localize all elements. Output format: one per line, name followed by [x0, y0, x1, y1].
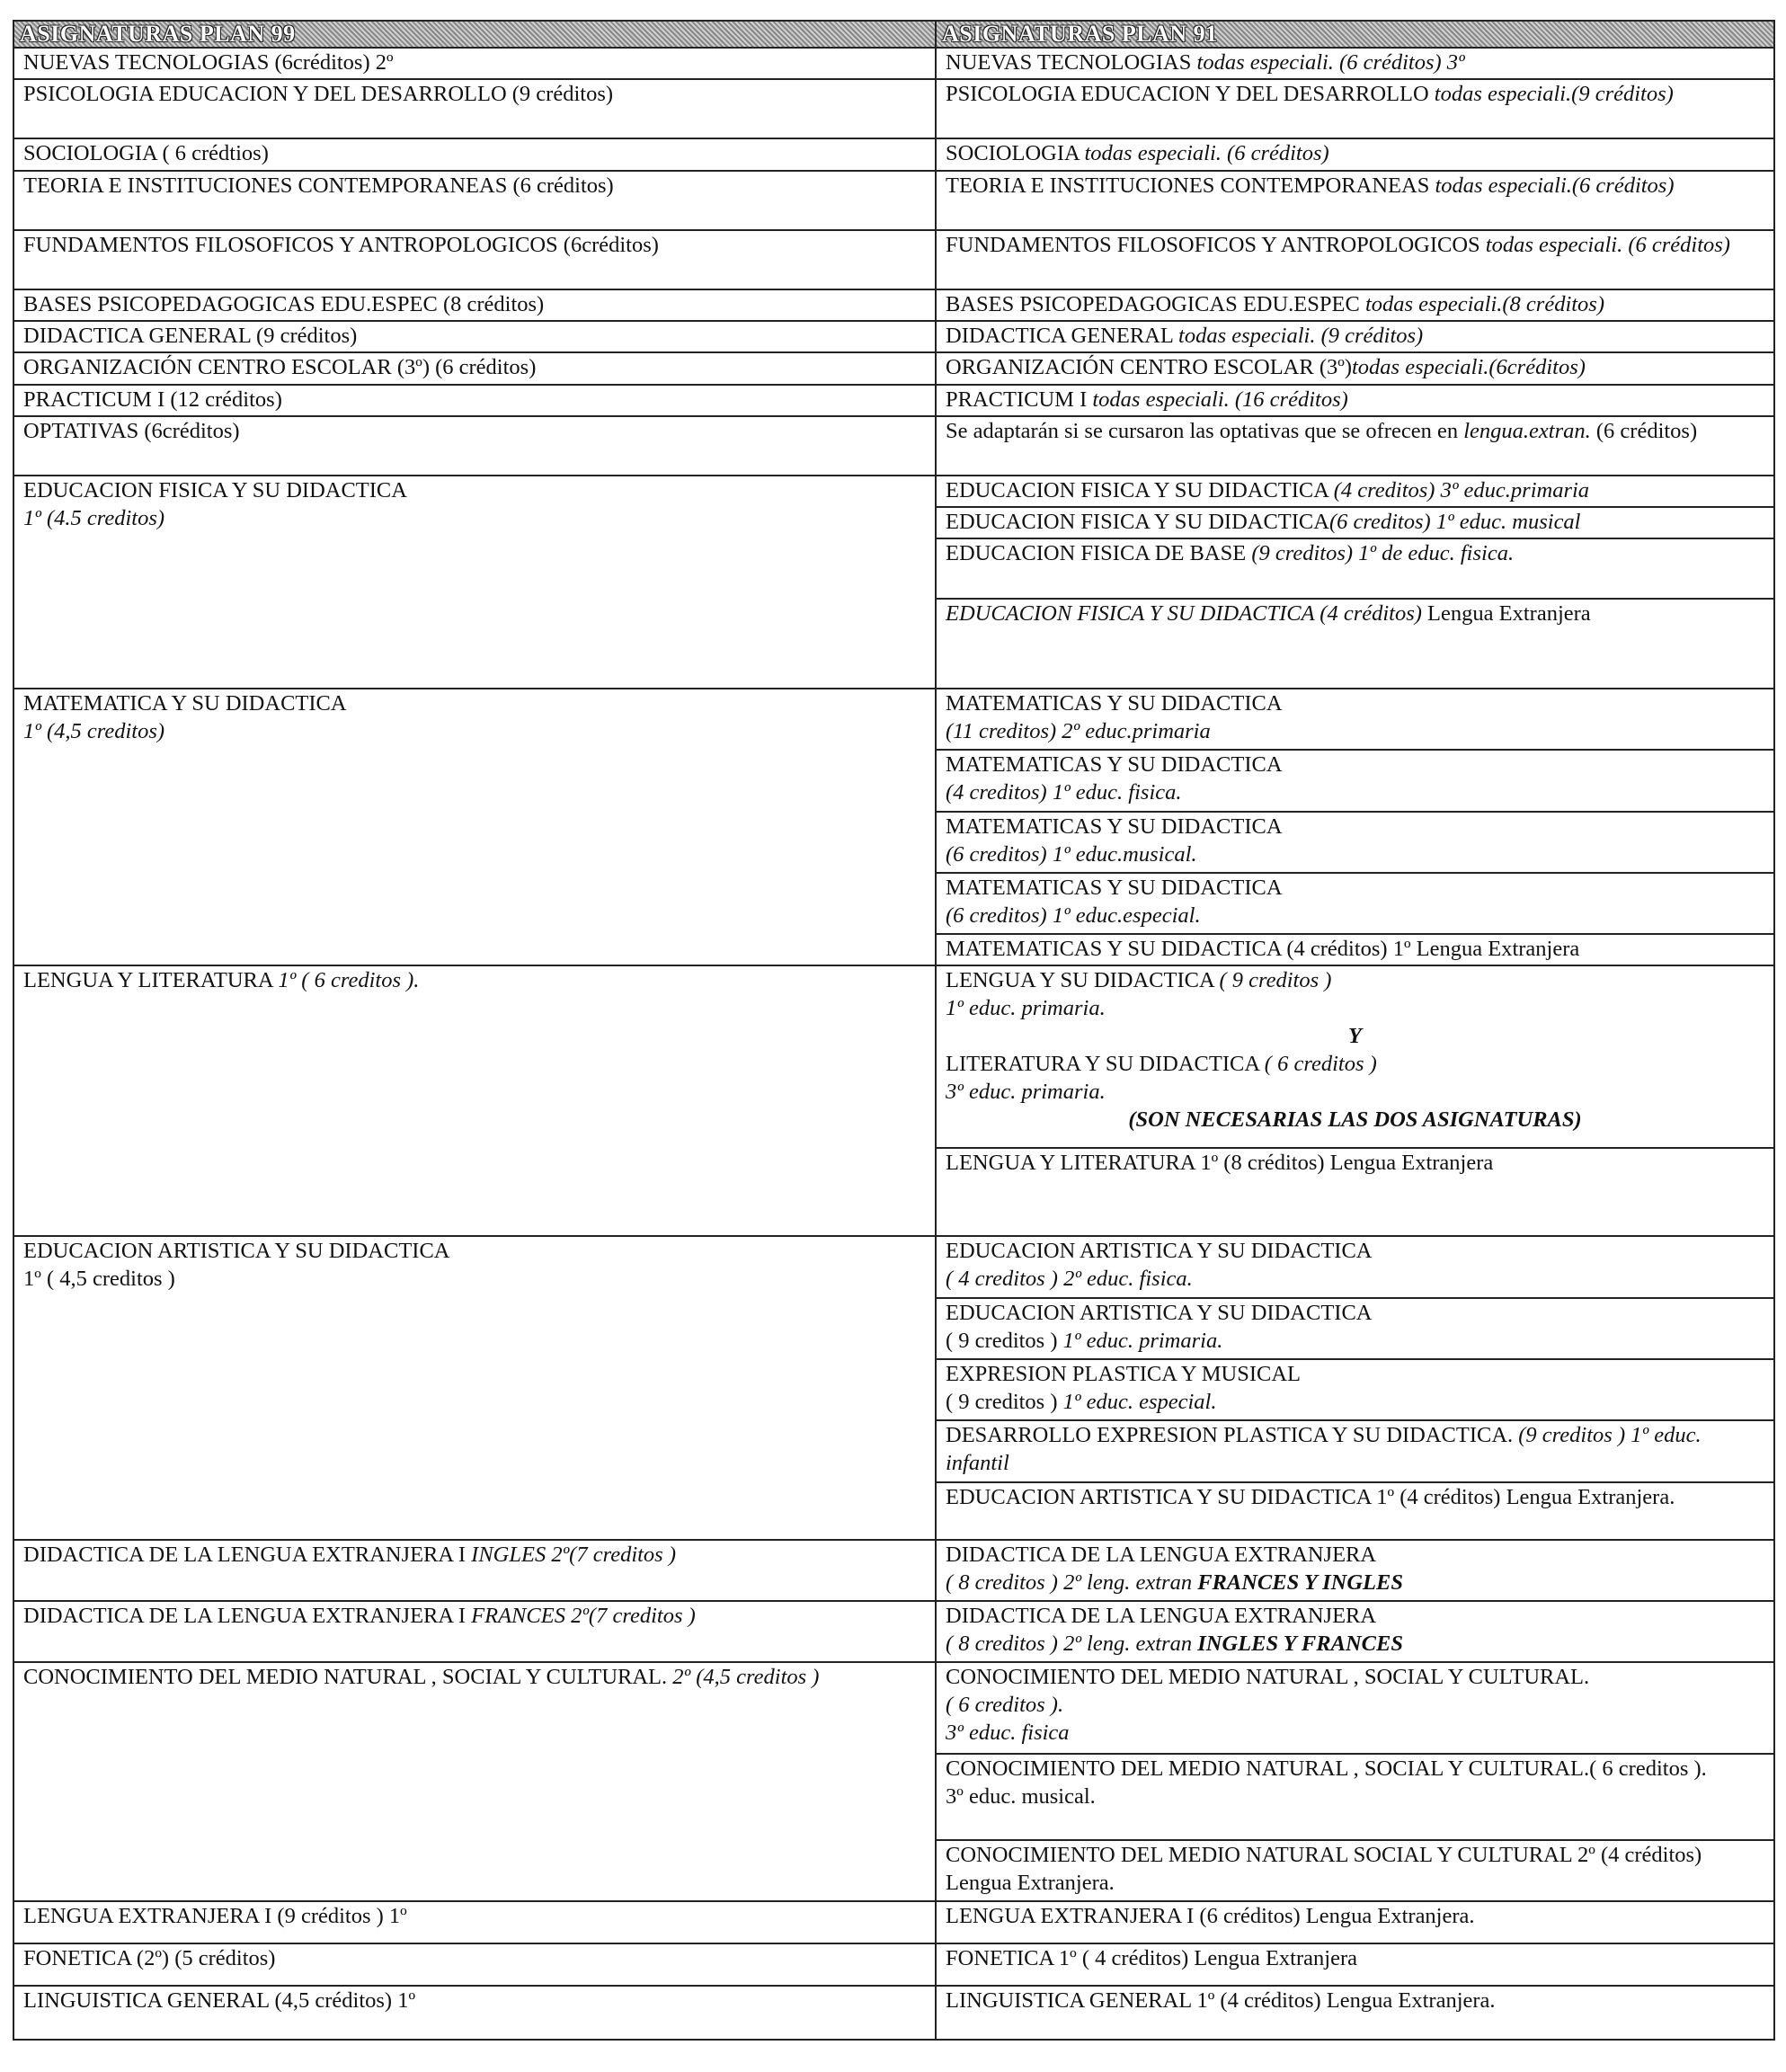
cell-text-line2: 1º ( 4,5 creditos ) [23, 1267, 175, 1292]
cell-text: LENGUA EXTRANJERA I (9 créditos ) 1º [23, 1904, 407, 1929]
plan-99-cell [13, 385, 936, 416]
cell-italic: 1º (4.5 creditos) [23, 506, 165, 530]
table-row [13, 230, 1774, 289]
cell-italic: 1º educ. especial. [1062, 1390, 1217, 1415]
cell-italic: (4 creditos) 1º educ. fisica. [946, 780, 1182, 805]
cell-italic: ( 4 creditos ) 2º educ. fisica. [946, 1267, 1193, 1292]
plan-91-cell [936, 965, 1774, 1148]
table-row [13, 1986, 1774, 2040]
plan-91-cell [936, 812, 1774, 873]
cell-text: DIDACTICA DE LA LENGUA EXTRANJERA I [23, 1604, 472, 1629]
cell-text: EDUCACION FISICA DE BASE [946, 541, 1252, 566]
cell-italic: todas especiali.(9 créditos) [1434, 82, 1674, 107]
cell-text: DIDACTICA GENERAL [946, 324, 1179, 349]
cell-text: LENGUA Y LITERATURA 1º (8 créditos) Lengua Extranjera [946, 1151, 1494, 1176]
literatura-title: LITERATURA Y SU DIDACTICA [946, 1052, 1265, 1077]
cell-text: MATEMATICAS Y SU DIDACTICA [946, 814, 1283, 839]
cell-italic: (9 creditos) 1º de educ. fisica. [1251, 541, 1515, 566]
cell-text: DIDACTICA DE LA LENGUA EXTRANJERA [946, 1604, 1377, 1629]
cell-text: ORGANIZACIÓN CENTRO ESCOLAR (3º) [946, 355, 1352, 380]
cell-italic: INGLES 2º(7 creditos ) [471, 1542, 677, 1567]
plan-91-cell [936, 1601, 1774, 1662]
table-row [13, 289, 1774, 321]
cell-text: CONOCIMIENTO DEL MEDIO NATURAL SOCIAL Y CULTURAL 2º (4 créditos) Lengua Extranjera. [946, 1842, 1702, 1895]
cell-text: EDUCACION FISICA Y SU DIDACTICA [946, 478, 1334, 502]
cell-text: DESARROLLO EXPRESION PLASTICA Y SU DIDACTICA. [946, 1423, 1519, 1448]
literatura-credits: ( 6 creditos ) [1264, 1052, 1377, 1077]
cell-text: PRACTICUM I (12 créditos) [23, 387, 282, 412]
cell-text-after: (6 créditos) [1590, 418, 1698, 443]
plan-91-cell [936, 171, 1774, 230]
cell-text: OPTATIVAS (6créditos) [23, 418, 240, 443]
cell-text: Se adaptarán si se cursaron las optativas que se ofrecen en [946, 418, 1464, 443]
cell-text: MATEMATICA Y SU DIDACTICA [23, 690, 347, 716]
cell-text: EDUCACION ARTISTICA Y SU DIDACTICA [946, 1239, 1373, 1264]
header-row [13, 21, 1774, 48]
table-row [13, 352, 1774, 384]
plan-91-cell [936, 79, 1774, 138]
cell-italic: (9 creditos ) 1º educ. infantil [946, 1423, 1702, 1476]
cell-text: SOCIOLOGIA [946, 141, 1085, 166]
plan-91-cell [936, 1943, 1774, 1986]
cell-text: FONETICA (2º) (5 créditos) [23, 1946, 276, 1971]
plan-99-cell [13, 689, 936, 965]
plan-91-cell [936, 934, 1774, 965]
table-body [13, 48, 1774, 2040]
cell-text: PSICOLOGIA EDUCACION Y DEL DESARROLLO [946, 82, 1435, 107]
cell-text: ORGANIZACIÓN CENTRO ESCOLAR (3º) (6 créditos) [23, 355, 537, 380]
plan-91-cell [936, 48, 1774, 79]
cell-italic: 2º (4,5 creditos ) [672, 1665, 820, 1690]
cell-italic: todas especiali.(6 créditos) [1435, 173, 1675, 198]
plan-91-cell [936, 1662, 1774, 1753]
cell-text: DIDACTICA DE LA LENGUA EXTRANJERA I [23, 1542, 472, 1567]
table-row [13, 965, 1774, 1148]
cell-italic: (6 creditos) 1º educ.musical. [946, 841, 1197, 867]
cell-text: LINGUISTICA GENERAL 1º (4 créditos) Lengua Extranjera. [946, 1988, 1496, 2014]
lengua-line-1 [946, 966, 1764, 994]
plan-91-cell [936, 538, 1774, 598]
plan-91-cell [936, 416, 1774, 476]
cell-italic-line3: 3º educ. fisica [946, 1721, 1070, 1746]
cell-text: FONETICA 1º ( 4 créditos) Lengua Extranjera [946, 1946, 1357, 1971]
lengua-course: 1º educ. primaria. [946, 996, 1106, 1021]
cell-italic: (6 creditos) 1º educ. musical [1328, 510, 1581, 535]
cell-text: DIDACTICA DE LA LENGUA EXTRANJERA [946, 1542, 1377, 1567]
plan-99-cell [13, 321, 936, 352]
cell-text: EDUCACION ARTISTICA Y SU DIDACTICA [946, 1300, 1373, 1325]
plan-91-cell [936, 599, 1774, 689]
plan-91-cell [936, 750, 1774, 811]
cell-text: LENGUA Y LITERATURA [23, 968, 279, 993]
cell-text: MATEMATICAS Y SU DIDACTICA [946, 752, 1283, 778]
plan-91-cell [936, 352, 1774, 384]
cell-italic: todas especiali.(6créditos) [1351, 355, 1586, 380]
plan-91-cell [936, 476, 1774, 507]
plan-91-cell [936, 1986, 1774, 2040]
cell-italic: ( 6 creditos ). [946, 1693, 1064, 1718]
table-row [13, 1662, 1774, 1753]
lengua-credits: ( 9 creditos ) [1219, 968, 1332, 993]
plan-99-cell [13, 416, 936, 476]
cell-italic: todas especiali. (16 créditos) [1092, 387, 1348, 412]
plan-99-cell [13, 1943, 936, 1986]
cell-italic: ( 8 creditos ) 2º leng. extran [946, 1570, 1198, 1595]
plan-91-cell [936, 1482, 1774, 1540]
cell-text: EDUCACION ARTISTICA Y SU DIDACTICA 1º (4 créditos) Lengua Extranjera. [946, 1484, 1675, 1509]
cell-text: DIDACTICA GENERAL (9 créditos) [23, 324, 358, 349]
plan-99-cell [13, 289, 936, 321]
table-row [13, 1901, 1774, 1943]
plan-91-cell [936, 1540, 1774, 1601]
table-row [13, 1943, 1774, 1986]
cell-text: CONOCIMIENTO DEL MEDIO NATURAL , SOCIAL Y CULTURAL. [946, 1665, 1590, 1690]
equivalence-table [13, 20, 1775, 2041]
cell-italic: FRANCES 2º(7 creditos ) [471, 1604, 696, 1629]
plan-99-cell [13, 1986, 936, 2040]
cell-text-line2: 3º educ. musical. [946, 1783, 1096, 1809]
table-row [13, 79, 1774, 138]
plan-91-cell [936, 1359, 1774, 1420]
cell-italic: todas especiali. (6 créditos) [1084, 141, 1329, 166]
cell-text: TEORIA E INSTITUCIONES CONTEMPORANEAS [946, 173, 1435, 198]
cell-bold-italic: FRANCES Y INGLES [1197, 1570, 1403, 1595]
plan-91-cell [936, 1420, 1774, 1481]
cell-italic: todas especiali. (6 créditos) 3º [1196, 50, 1465, 75]
cell-italic: 1º (4,5 creditos) [23, 718, 165, 743]
cell-text: CONOCIMIENTO DEL MEDIO NATURAL , SOCIAL Y CULTURAL.( 6 creditos ). [946, 1756, 1707, 1781]
cell-text: MATEMATICAS Y SU DIDACTICA [946, 875, 1283, 900]
cell-italic: ( 8 creditos ) 2º leng. extran [946, 1632, 1198, 1657]
plan-99-cell [13, 965, 936, 1236]
plan-99-cell [13, 352, 936, 384]
cell-italic: todas especiali. (6 créditos) [1485, 232, 1730, 257]
cell-text: MATEMATICAS Y SU DIDACTICA (4 créditos) 1º Lengua Extranjera [946, 937, 1580, 962]
cell-italic: EDUCACION FISICA Y SU DIDACTICA (4 créditos) [946, 600, 1422, 626]
cell-italic: (4 creditos) 3º educ.primaria [1333, 478, 1590, 502]
cell-text: EDUCACION FISICA Y SU DIDACTICA [23, 478, 407, 502]
plan-91-cell [936, 1901, 1774, 1943]
table-row [13, 1601, 1774, 1662]
cell-text: CONOCIMIENTO DEL MEDIO NATURAL , SOCIAL Y CULTURAL. [23, 1665, 673, 1690]
plan-99-cell [13, 79, 936, 138]
cell-text-after: Lengua Extranjera [1421, 600, 1591, 626]
plan-91-cell [936, 1840, 1774, 1901]
cell-text: MATEMATICAS Y SU DIDACTICA [946, 690, 1283, 716]
header-plan-99: ASIGNATURAS PLAN 99 [13, 21, 936, 48]
header-plan-91: ASIGNATURAS PLAN 91 [936, 21, 1774, 48]
cell-italic: (6 creditos) 1º educ.especial. [946, 903, 1201, 928]
plan-99-cell [13, 1901, 936, 1943]
table-row [13, 321, 1774, 352]
cell-text: FUNDAMENTOS FILOSOFICOS Y ANTROPOLOGICOS (6créditos) [23, 232, 659, 257]
table-row [13, 1236, 1774, 1297]
table-row [13, 476, 1774, 507]
cell-italic: (11 creditos) 2º educ.primaria [946, 718, 1211, 743]
cell-bold-italic: INGLES Y FRANCES [1197, 1632, 1403, 1657]
plan-91-cell [936, 1754, 1774, 1840]
plan-91-cell [936, 385, 1774, 416]
literatura-course: 3º educ. primaria. [946, 1080, 1106, 1105]
plan-99-cell [13, 1236, 936, 1539]
lengua-title: LENGUA Y SU DIDACTICA [946, 968, 1220, 993]
cell-text: EDUCACION FISICA Y SU DIDACTICA [946, 510, 1329, 535]
cell-text: NUEVAS TECNOLOGIAS (6créditos) 2º [23, 50, 394, 75]
cell-text: FUNDAMENTOS FILOSOFICOS Y ANTROPOLOGICOS [946, 232, 1486, 257]
cell-italic: todas especiali. (9 créditos) [1178, 324, 1424, 349]
plan-99-cell [13, 1540, 936, 1601]
plan-99-cell [13, 138, 936, 170]
cell-italic: 1º educ. primaria. [1062, 1328, 1223, 1353]
table-row [13, 138, 1774, 170]
plan-91-cell [936, 689, 1774, 750]
cell-text: EDUCACION ARTISTICA Y SU DIDACTICA [23, 1239, 450, 1264]
cell-text: TEORIA E INSTITUCIONES CONTEMPORANEAS (6 créditos) [23, 173, 614, 198]
plan-91-cell [936, 1298, 1774, 1359]
plan-91-cell [936, 507, 1774, 538]
cell-italic: lengua.extran. [1463, 418, 1591, 443]
cell-italic: 1º ( 6 creditos ). [278, 968, 420, 993]
plan-91-cell [936, 1148, 1774, 1236]
cell-text: PRACTICUM I [946, 387, 1093, 412]
plan-99-cell [13, 48, 936, 79]
table-row [13, 48, 1774, 79]
plan-99-cell [13, 230, 936, 289]
table-row [13, 689, 1774, 750]
cell-text: NUEVAS TECNOLOGIAS [946, 50, 1197, 75]
plan-91-cell [936, 873, 1774, 934]
plan-91-cell [936, 289, 1774, 321]
required-note: (SON NECESARIAS LAS DOS ASIGNATURAS) [1128, 1107, 1582, 1133]
cell-text: BASES PSICOPEDAGOGICAS EDU.ESPEC [946, 291, 1365, 316]
table-row [13, 171, 1774, 230]
cell-text: BASES PSICOPEDAGOGICAS EDU.ESPEC (8 créditos) [23, 291, 545, 316]
cell-text: SOCIOLOGIA ( 6 crédtios) [23, 141, 269, 166]
conjunction-y: Y [1348, 1024, 1362, 1049]
cell-text-line2: ( 9 creditos ) [946, 1328, 1063, 1353]
plan-91-cell [936, 321, 1774, 352]
plan-99-cell [13, 171, 936, 230]
table-row [13, 416, 1774, 476]
cell-italic: todas especiali.(8 créditos) [1364, 291, 1604, 316]
cell-text: LINGUISTICA GENERAL (4,5 créditos) 1º [23, 1988, 416, 2014]
plan-99-cell [13, 476, 936, 689]
cell-text: EXPRESION PLASTICA Y MUSICAL [946, 1362, 1301, 1387]
cell-text-line2: ( 9 creditos ) [946, 1390, 1063, 1415]
table-row [13, 385, 1774, 416]
table-row [13, 1540, 1774, 1601]
plan-99-cell [13, 1601, 936, 1662]
plan-91-cell [936, 1236, 1774, 1297]
plan-99-cell [13, 1662, 936, 1901]
cell-text: LENGUA EXTRANJERA I (6 créditos) Lengua Extranjera. [946, 1904, 1475, 1929]
plan-91-cell [936, 138, 1774, 170]
plan-91-cell [936, 230, 1774, 289]
literatura-line [946, 1050, 1764, 1078]
cell-text: PSICOLOGIA EDUCACION Y DEL DESARROLLO (9 créditos) [23, 82, 614, 107]
